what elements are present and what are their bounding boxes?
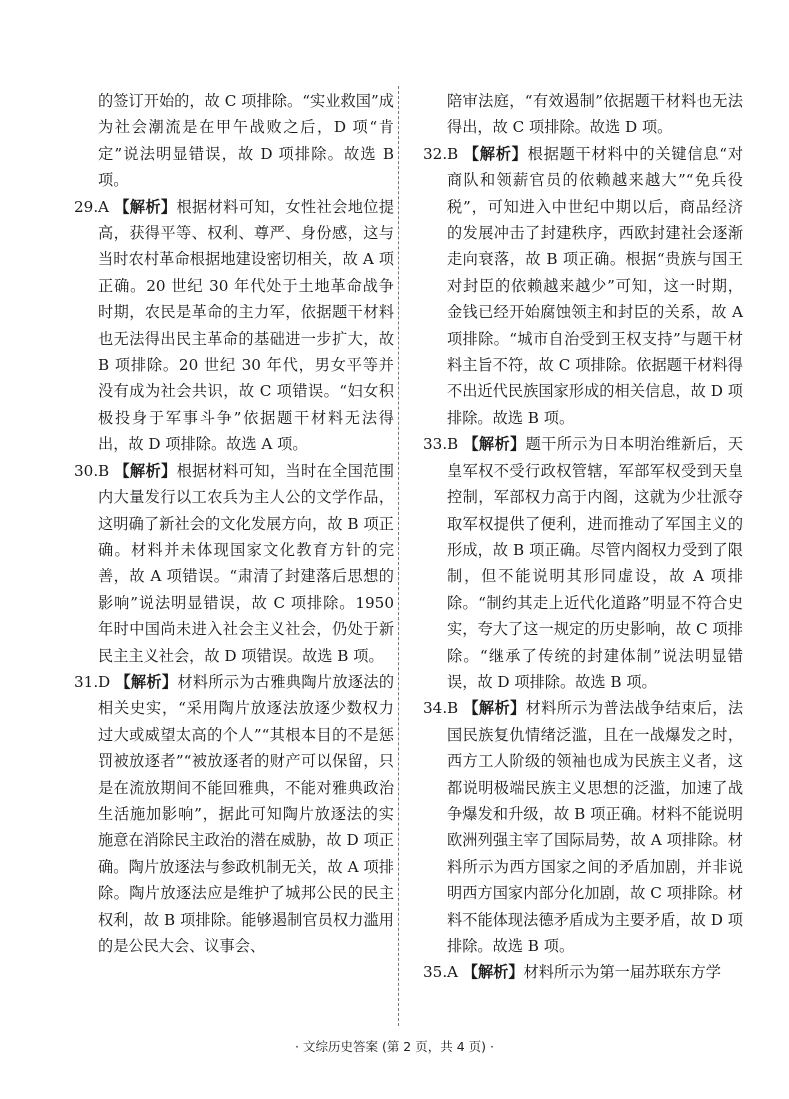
answer-letter: B — [447, 435, 459, 454]
answer-text-34 — [423, 695, 744, 959]
analysis-tag: 【解析】 — [114, 197, 177, 216]
page-footer: · 文综历史答案 (第 2 页，共 4 页) · — [295, 1039, 494, 1054]
answer-text-31 — [74, 669, 395, 959]
answer-letter: B — [447, 144, 459, 163]
analysis-text: 题干所示为日本明治维新后，天皇军权不受行政权管辖，军部军权受到天皇控制，军部权力高于内阁，这就为少壮派夺取军权提供了便利，进而推动了军国主义的形成，故 B 项正确。尽管内阁权力受到了限制，但不能说明其形同虚设，故 A 项排除。“制约其走上近代化道路”明显不符合史实，夸大了这一规定的历史影响，故 C 项排除。“继承了传统的封建体制”说法明显错误，故 D 项排除。故选 B 项。 — [447, 435, 744, 691]
analysis-tag: 【解析】 — [463, 699, 526, 718]
analysis-text: 根据材料可知，当时在全国范围内大量发行以工农兵为主人公的文学作品，这明确了新社会的文化发展方向，故 B 项正确。材料并未体现国家文化教育方针的完善，故 A 项错误。“肃清了封建落后思想的影响”说法明显错误，故 C 项排除。1950 年时中国尚未进入社会主义社会，仍处于新民主主义社会，故 D 项错误。故选 B 项。 — [98, 461, 395, 665]
question-number: 33. — [423, 435, 448, 454]
analysis-text: 根据题干材料中的关键信息“对商队和领薪官员的依赖越来越大”“免兵役税”，可知进入中世纪中期以后，商品经济的发展冲击了封建秩序，西欧封建社会逐渐走向衰落，故 B 项正确。根据“贵族与国王对封臣的依赖越来越少”可知，这一时期，金钱已经开始腐蚀领主和封臣的关系，故 A 项排除。“城市自治受到王权支持”与题干材料主旨不符，故 C 项排除。依据题干材料得不出近代民族国家形成的相关信息，故 D 项排除。故选 B 项。 — [447, 144, 744, 427]
analysis-text: 材料所示为古雅典陶片放逐法的相关史实，“采用陶片放逐法放逐少数权力过大或威望太高的个人”“其根本目的不是惩罚被放逐者”“被放逐者的财产可以保留，只是在流放期间不能回雅典，不能对雅典政治生活施加影响”，据此可知陶片放逐法的实施意在消除民主政治的潜在威胁，故 D 项正确。陶片放逐法与参政机制无关，故 A 项排除。陶片放逐法应是维护了城邦公民的民主权利，故 B 项排除。能够遏制官员权力滥用的是公民大会、议事会、 — [98, 672, 395, 955]
answer-letter: B — [447, 699, 459, 718]
answer-letter: A — [447, 963, 458, 982]
analysis-tag: 【解析】 — [462, 963, 524, 982]
column-divider — [398, 86, 399, 1026]
question-number: 34. — [423, 699, 448, 718]
answer-item-31 — [74, 669, 394, 959]
right-column — [423, 88, 743, 986]
answer-letter: B — [98, 461, 110, 480]
answer-item-34 — [423, 695, 743, 959]
analysis-text: 材料所示为普法战争结束后，法国民族复仇情绪泛滥，且在一战爆发之时，西方工人阶级的领袖也成为民族主义者，这都说明极端民族主义思想的泛滥，加速了战争爆发和升级，故 B 项正确。材料不能说明欧洲列强主宰了国际局势，故 A 项排除。材料所示为西方国家之间的矛盾加剧，并非说明西方国家内部分化加剧，故 C 项排除。材料不能体现法德矛盾成为主要矛盾，故 D 项排除。故选 B 项。 — [447, 699, 744, 955]
question-number: 31. — [74, 672, 99, 691]
answer-text-29 — [74, 194, 395, 458]
answer-text-33 — [423, 431, 744, 695]
question-number: 30. — [74, 461, 99, 480]
question-number: 35. — [423, 963, 448, 982]
analysis-text: 根据材料可知，女性社会地位提高，获得平等、权利、尊严、身份感，这与当时农村革命根据地建设密切相关，故 A 项正确。20 世纪 30 年代处于土地革命战争时期，农民是革命的主力军，依据题干材料也无法得出民主革命的基础进一步扩大，故 B 项排除。20 世纪 30 年代，男女平等并没有成为社会共识，故 C 项错误。“妇女积极投身于军事斗争”依据题干材料无法得出，故 D 项排除。故选 A 项。 — [98, 197, 395, 454]
answer-letter: D — [98, 672, 111, 691]
answer-text-30 — [74, 458, 395, 669]
analysis-tag: 【解析】 — [463, 144, 528, 163]
question-number: 29. — [74, 197, 99, 216]
answer-item-29 — [74, 194, 394, 458]
answer-item-32 — [423, 141, 743, 431]
answer-item-30 — [74, 458, 394, 669]
left-intro-paragraph: 的签订开始的，故 C 项排除。“实业救国”成为社会潮流是在甲午战败之后，D 项“肯定”说法明显错误，故 D 项排除。故选 B 项。 — [98, 92, 394, 190]
analysis-tag: 【解析】 — [115, 672, 178, 691]
answer-text-32 — [423, 141, 744, 431]
analysis-text: 材料所示为第一届苏联东方学 — [523, 963, 721, 982]
analysis-tag: 【解析】 — [463, 435, 526, 454]
question-number: 32. — [423, 144, 448, 163]
right-intro-paragraph: 陪审法庭，“有效遏制”依据题干材料也无法得出，故 C 项排除。故选 D 项。 — [447, 92, 743, 137]
answer-letter: A — [98, 197, 109, 216]
left-column — [74, 88, 394, 959]
analysis-tag: 【解析】 — [114, 461, 177, 480]
answer-text-35 — [423, 959, 743, 985]
answer-item-33 — [423, 431, 743, 695]
answer-item-35 — [423, 959, 743, 985]
